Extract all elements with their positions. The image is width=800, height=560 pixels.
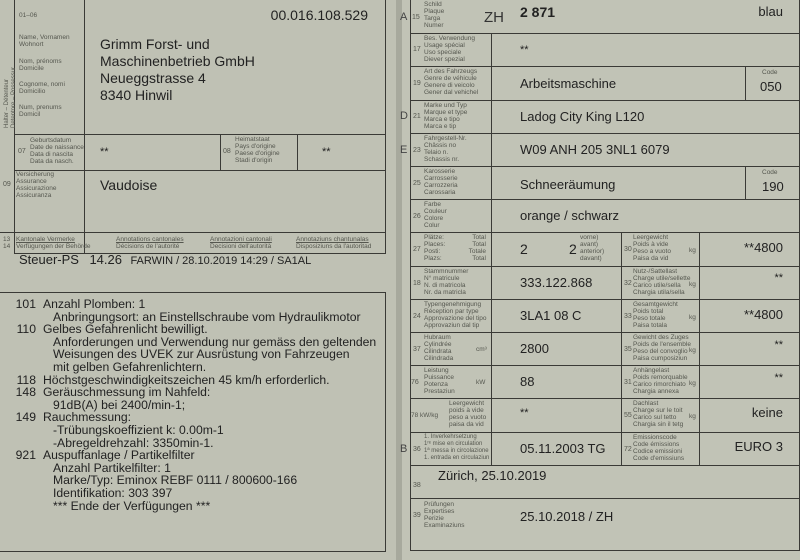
emission-code-value: EURO 3 (734, 439, 783, 454)
field-30-number: 30 (624, 246, 632, 253)
unit-label: kg (689, 380, 696, 387)
field-17-label: Bes. Verwendung Usage spécial Uso speciale Diever spezial (424, 35, 475, 63)
field-55-label: Dachlast Charge sur le toit Carico sul tetto Chargia sin il tetg (633, 400, 684, 428)
field-35-number: 35 (624, 346, 632, 353)
unit-label: kg (689, 247, 696, 254)
field-26-number: 26 (413, 213, 421, 220)
field-range-label: 01–06 (19, 12, 38, 19)
field-08-label: Heimatstaat Pays d'origine Paese d'origine Stadi d'origin (235, 136, 280, 164)
field-09-number: 09 (3, 181, 11, 188)
make-model-value: Ladog City King L120 (520, 109, 645, 124)
inspection-value: 25.10.2018 / ZH (520, 509, 614, 524)
field-21-number: 21 (413, 113, 421, 120)
holder-address: Grimm Forst- und Maschinenbetrieb GmbH Neueggstrasse 4 8340 Hinwil (100, 36, 255, 103)
holder-label-rm: Num, prenums Domicil (19, 104, 62, 118)
field-37-number: 37 (413, 346, 421, 353)
seats-total: 2 (520, 241, 528, 257)
plate-color: blau (758, 4, 783, 19)
special-use-value: ** (520, 44, 529, 56)
divider (410, 232, 800, 233)
annotations-header: 13 Kantonale Vermerke Annotations cantonales Annotazioni cantonali Annotaziuns chantunalas 14 Verfügungen der Behörde Décisions de l'autorité Decisioni dell'autorità Disposiziuns da l'autoritad (3, 236, 372, 250)
displacement-value: 2800 (520, 341, 549, 356)
vehicle-type-value: Arbeitsmaschine (520, 76, 617, 91)
divider (410, 33, 800, 34)
field-72-label: Emissionscode Code émissions Codice emissioni Code d'emissiuns (633, 434, 685, 462)
note-line: Anbringungsort: an Einstellschraube vom Hydraulikmotor (53, 309, 361, 324)
section-letter-d: D (400, 110, 408, 122)
section-letter-a: A (400, 11, 408, 23)
vehicle-type-code: 050 (760, 79, 782, 94)
field-33-number: 33 (624, 313, 632, 320)
divider (0, 232, 386, 233)
field-35-label: Gewicht des Zuges Poids de l'ensemble Peso del convoglio Paisa cumposiziun (633, 334, 691, 362)
empty-weight-value: **4800 (743, 240, 783, 255)
divider (14, 170, 386, 171)
holder-label-fr: Nom, prénoms Domicile (19, 58, 62, 72)
field-33-label: Gesamtgewicht Poids total Peso totale Paisa totala (633, 301, 678, 329)
field-07-label: Geburtsdatum Date de naissance Data di nascita Data da nasch. (30, 137, 84, 165)
field-08-number: 08 (223, 148, 231, 155)
note-101: 101 Anzahl Plomben: 1 (15, 297, 146, 311)
section-letter-b: B (400, 443, 408, 455)
divider (220, 134, 221, 171)
seats-front: 2 (569, 241, 577, 257)
field-19-label: Art des Fahrzeugs Genre de véhicule Genere di veicolo Gener dal vehichel (424, 68, 479, 96)
divider (297, 134, 298, 171)
field-21-label: Marke und Typ Marque et type Marca e tipo Marca e tip (424, 102, 468, 130)
divider (84, 0, 85, 136)
color-value: orange / schwarz (520, 208, 619, 223)
note-110: 110 Gelbes Gefahrenlicht bewilligt. (16, 322, 208, 337)
field-18-number: 18 (413, 280, 421, 287)
unit-label: cm³ (476, 346, 487, 353)
field-72-number: 72 (624, 446, 632, 453)
note-921: 921 Auspuffanlage / Partikelfilter (15, 448, 195, 463)
field-15-number: 15 (412, 14, 420, 21)
code-label: Code (762, 169, 778, 176)
origin-value: ** (322, 146, 331, 158)
first-registration-value: 05.11.2003 TG (520, 441, 606, 456)
field-30-label: Leergewicht Poids à vide Peso a vuoto Paisa da vid (633, 234, 671, 262)
power-weight-value: ** (520, 407, 529, 419)
divider (410, 133, 800, 134)
holder-label-de: Name, Vornamen Wohnort (19, 34, 70, 48)
field-55-number: 55 (624, 412, 632, 419)
divider (410, 498, 800, 499)
note-118: 118 Höchstgeschwindigkeitszeichen 45 km/h erforderlich. (16, 372, 330, 387)
body-type-code: 190 (762, 179, 784, 194)
field-19-number: 19 (413, 80, 421, 87)
tax-line: Steuer-PS 14.26 FARWIN / 28.10.2019 14:29 / SA1AL (19, 252, 312, 267)
note-line: mit gelben Gefahrenlichtern. (53, 359, 207, 374)
authority-decisions (8, 298, 376, 512)
field-76-number: 76 (411, 379, 419, 386)
field-07-number: 07 (18, 148, 26, 155)
field-78-sublabel: Leergewicht poids à vide peso a vuoto paisa da vid (449, 400, 487, 428)
birthdate-value: ** (100, 146, 109, 158)
payload-value: ** (774, 272, 783, 284)
power-value: 88 (520, 374, 535, 389)
field-76-label: Leistung Puissance Potenza Prestaziun (424, 367, 455, 395)
registration-number-value: 333.122.868 (520, 275, 593, 290)
field-25-label: Karosserie Carrosserie Carrozzeria Carossaria (424, 168, 458, 196)
note-line: *** Ende der Verfügungen *** (53, 498, 211, 513)
note-line: -Trübungskoeffizient k: 0.00m-1 (53, 422, 224, 437)
field-39-number: 39 (413, 512, 421, 519)
field-23-number: 23 (413, 147, 421, 154)
field-09-label: Versicherung Assurance Assicurazione Assicuranza (16, 171, 57, 199)
note-149: 149 Rauchmessung: (15, 410, 132, 425)
field-39-label: Prüfungen Expertises Perizie Examinaziuns (424, 501, 465, 529)
field-24-number: 24 (413, 313, 421, 320)
unit-label: kg (689, 347, 696, 354)
field-32-number: 32 (624, 280, 632, 287)
field-32-label: Nutz-/Sattellast Charge utile/sellette Carico utile/sella Chargia utila/sella (633, 268, 691, 296)
roof-load-value: keine (751, 405, 783, 420)
divider (410, 166, 800, 167)
field-15-label: Schild Plaque Targa Numer (424, 1, 445, 29)
type-approval-value: 3LA1 08 C (520, 308, 582, 323)
train-weight-value: ** (774, 339, 783, 351)
field-78-label: 78 kW/kg (411, 412, 439, 419)
trailer-load-value: ** (774, 372, 783, 384)
divider (410, 332, 800, 333)
field-37-label: Hubraum Cylindrée Cilindrata Cilindrada (424, 334, 454, 362)
body-type-value: Schneeräumung (520, 177, 616, 192)
divider (745, 166, 746, 199)
seats-front-label: vorne) avant) anterior) davant) (580, 234, 605, 262)
unit-label: kg (689, 314, 696, 321)
field-23-label: Fahrgestell-Nr. Châssis no Telaio n. Schassis nr. (424, 135, 467, 163)
divider (745, 66, 746, 100)
field-25-number: 25 (413, 180, 421, 187)
unit-label: kg (689, 281, 696, 288)
section-letter-e: E (400, 144, 408, 156)
field-31-number: 31 (624, 379, 632, 386)
divider (410, 100, 800, 101)
divider (491, 33, 492, 465)
holder-label-it: Cognome, nomi Domicilio (19, 81, 65, 95)
plate-number: 2 871 (520, 4, 556, 20)
field-18-label: Stammnummer N° matricule N. di matricola Nr. da matricla (424, 268, 469, 296)
note-148: 148 Geräuschmessung im Nahfeld: (15, 385, 211, 400)
divider (410, 266, 800, 267)
issue-place-date: Zürich, 25.10.2019 (438, 468, 547, 483)
divider (410, 365, 800, 366)
field-38-number: 38 (413, 482, 421, 489)
plate-canton: ZH (484, 9, 504, 26)
holder-side-label: Halter – Détenteur (4, 78, 10, 128)
field-26-label: Farbe Couleur Colore Colur (424, 201, 447, 229)
code-label: Code (762, 69, 778, 76)
divider (410, 465, 800, 466)
divider (410, 199, 800, 200)
field-36-number: 36 (413, 446, 421, 453)
divider (410, 66, 800, 67)
divider (621, 232, 622, 465)
note-line: Anzahl Partikelfilter: 1 (53, 460, 171, 475)
field-27-number: 27 (413, 246, 421, 253)
insurance-value: Vaudoise (100, 177, 158, 193)
chassis-number-value: W09 ANH 205 3NL1 6079 (520, 142, 670, 157)
divider (410, 432, 800, 433)
field-27-label: Plätze: Total Places: Total Posti: Totale Plazs: Total (424, 234, 486, 262)
divider (699, 232, 700, 465)
note-line: -Abregeldrehzahl: 3350min-1. (53, 435, 214, 450)
note-line: Identifikation: 303 397 (53, 485, 173, 500)
note-line: Marke/Typ: Eminox REBF 0111 / 800600-166 (53, 473, 298, 488)
field-24-label: Typengenehmigung Réception par type Approvazione del tipo Approvaziun dal tip (424, 301, 487, 329)
field-17-number: 17 (413, 46, 421, 53)
note-line: Weisungen des UVEK zur Ausrüstung von Fahrzeugen (53, 347, 350, 362)
holder-side-label-2: Detentore – Possessur (11, 66, 17, 128)
field-31-label: Anhängelast Poids remorquable Carico rimorchiato Chargia annexa (633, 367, 688, 395)
divider (14, 134, 386, 135)
note-line: Anforderungen und Verwendung nur gemäss den geltenden (53, 334, 377, 349)
unit-label: kW (476, 379, 486, 386)
unit-label: kg (689, 413, 696, 420)
total-weight-value: **4800 (743, 307, 783, 322)
divider (410, 398, 800, 399)
serial-number: 00.016.108.529 (270, 7, 368, 23)
divider (410, 299, 800, 300)
field-36-label: 1. Inverkehrsetzung 1ʳᵉ mise en circulation 1ª messa in circolazione 1. entrada en circulaziun (424, 434, 490, 461)
note-line: 91dB(A) bei 2400/min-1; (53, 397, 186, 412)
